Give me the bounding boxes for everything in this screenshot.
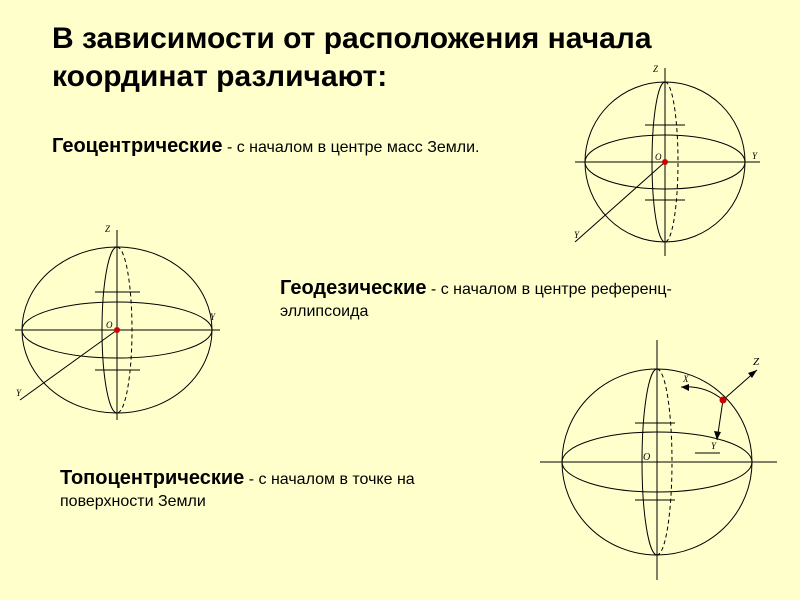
origin-label: O [106,320,113,330]
y-axis-label: Y [752,151,758,161]
topocentric-description [60,467,500,513]
geodetic-description [280,277,700,323]
origin-label: O [655,152,662,162]
x-axis-label: Y [574,230,580,240]
origin-point [662,159,668,165]
geocentric-description [52,135,492,159]
origin-point [114,327,120,333]
origin-label: O [643,452,651,463]
x-arrowhead [681,384,689,391]
geodetic-text: - с началом в центре референц-эллипсоида [280,281,672,320]
geocentric-globe [570,60,770,260]
z-axis-label: Z [653,64,659,74]
x-axis-label: X [683,374,689,384]
x-axis-line [575,162,665,242]
z-axis-label: Z [105,224,111,234]
geodetic-globe [10,220,230,430]
geocentric-text: - с началом в центре масс Земли. [222,139,480,156]
z-axis-label: Z [753,356,760,368]
x-axis-line [20,330,117,400]
topocentric-term: Топоцентрические [60,467,245,489]
topocentric-text: - с началом в точке на поверхности Земли [60,471,415,510]
geodetic-term: Геодезические [280,277,427,299]
x-axis-label: Y [16,388,22,398]
topocentric-origin-point [720,397,727,404]
y-axis-label: Y [711,441,717,451]
slide-title: В зависимости от расположения начала координат различают: [52,22,652,93]
topocentric-globe [535,335,790,585]
geocentric-term: Геоцентрические [52,135,223,157]
y-axis-label: Y [210,312,216,322]
